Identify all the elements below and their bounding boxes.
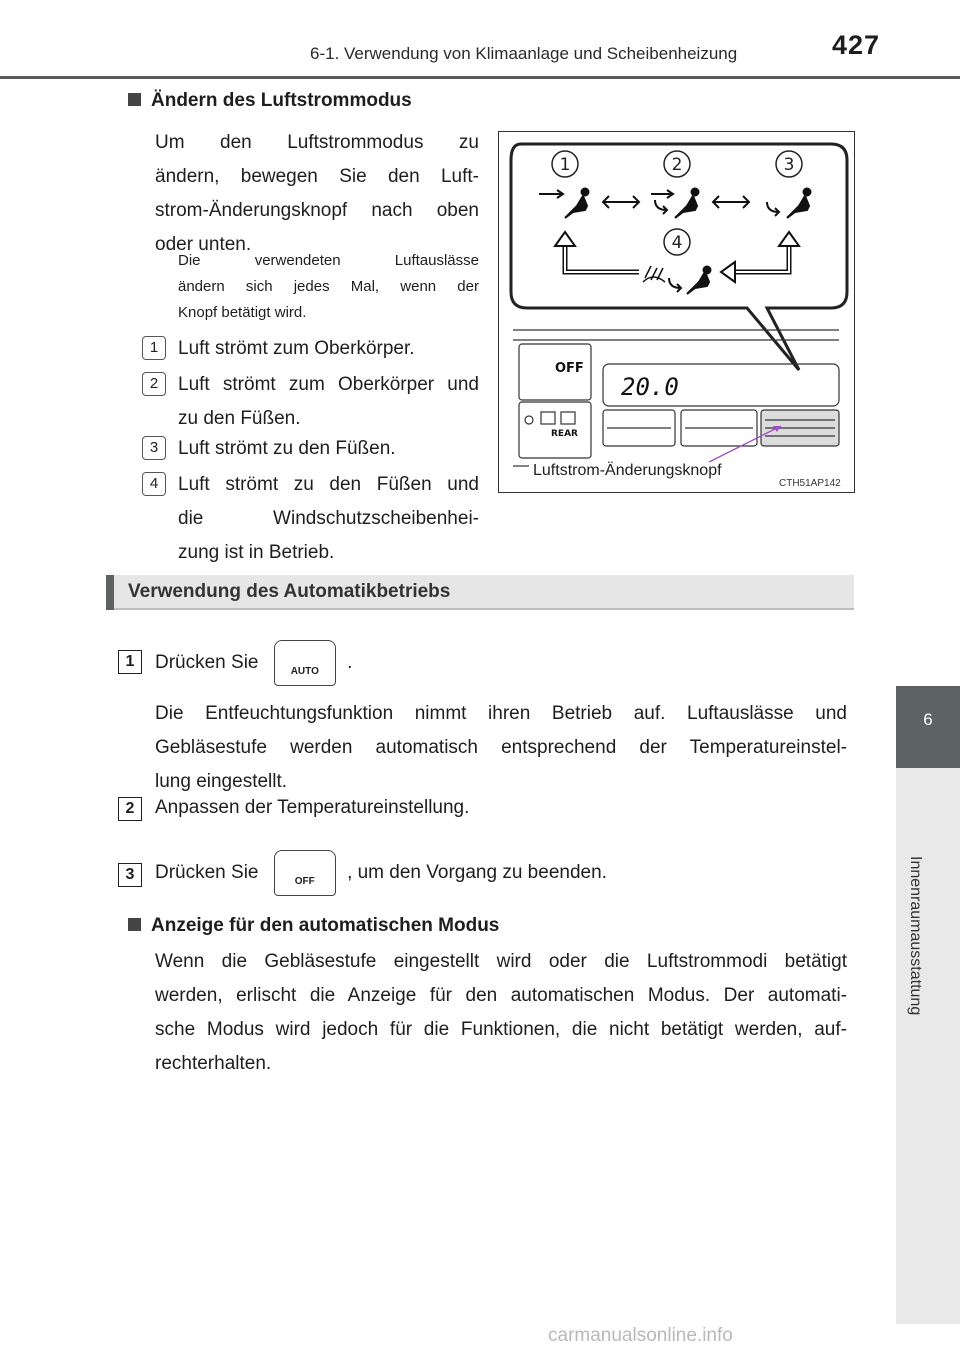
callout-1-label: 1: [559, 155, 571, 175]
step-1-description: [155, 697, 847, 799]
chapter-number: 6: [923, 710, 933, 729]
auto-button-label: AUTO: [290, 666, 319, 677]
step-1: [155, 640, 352, 686]
mode-4: [142, 472, 166, 496]
auto-section-header: [106, 575, 854, 610]
mode-3: [142, 436, 166, 460]
mode-2: [142, 372, 166, 396]
off-label: OFF: [555, 361, 584, 376]
mode-line: Luft strömt zum Oberkörper und: [178, 374, 479, 395]
airflow-diagram: [498, 131, 855, 493]
header-rule: [0, 76, 960, 79]
intro-line: Um den Luftstrommodus zu: [155, 132, 479, 153]
chapter-tab-strip: [896, 768, 960, 1324]
step-2-text: Anpassen der Temperatureinstellung.: [155, 797, 470, 818]
mode-line: Luft strömt zu den Füßen.: [178, 438, 396, 459]
step-3-after: , um den Vorgang zu beenden.: [347, 862, 607, 884]
mode-2-text: [178, 368, 479, 436]
knob-label: Luftstrom-Änderungsknopf: [533, 462, 722, 479]
section-accent: [106, 575, 114, 610]
desc-line: Die Entfeuchtungsfunktion nimmt ihren Betrieb auf. Luftauslässe und: [155, 703, 847, 724]
off-button-label: OFF: [294, 876, 315, 887]
mode-3-text: [178, 432, 479, 466]
step-3-badge: 3: [118, 863, 142, 887]
step-1-before: Drücken Sie: [155, 652, 259, 674]
step-1-after: .: [347, 652, 353, 674]
mode-line: Luft strömt zu den Füßen und: [178, 474, 479, 495]
mode-4-text: [178, 468, 479, 570]
step-3-before: Drücken Sie: [155, 862, 259, 884]
auto-indicator-heading: [128, 915, 499, 937]
page-number: 427: [832, 30, 881, 60]
chapter-label: Innenraumausstattung: [907, 856, 924, 1016]
auto-indicator-heading-text: Anzeige für den automatischen Modus: [151, 915, 500, 936]
mode-line: zu den Füßen.: [178, 408, 301, 429]
step-2-badge: 2: [118, 797, 142, 821]
intro-line: strom-Änderungsknopf nach oben: [155, 200, 479, 221]
running-header: 6-1. Verwendung von Klimaanlage und Scheibenheizung: [310, 44, 738, 63]
watermark: carmanualsonline.info: [548, 1325, 733, 1346]
mode-number: 2: [142, 372, 166, 396]
square-bullet-icon: [128, 918, 141, 931]
mode-line: zung ist in Betrieb.: [178, 542, 335, 563]
mode-number: 3: [142, 436, 166, 460]
mode-1-text: [178, 332, 479, 366]
temp-display: 20.0: [621, 373, 679, 401]
mode-number: 1: [142, 336, 166, 360]
airflow-heading-text: Ändern des Luftstrommodus: [151, 90, 412, 111]
note-line: Knopf betätigt wird.: [178, 304, 307, 321]
step-1-badge: 1: [118, 650, 142, 674]
intro-line: oder unten.: [155, 234, 252, 255]
desc-line: lung eingestellt.: [155, 771, 288, 792]
indicator-line: Wenn die Gebläsestufe eingestellt wird oder die Luftstrommodi betätigt: [155, 951, 847, 972]
step-3: [155, 850, 607, 896]
indicator-line: sche Modus wird jedoch für die Funktionen, die nicht betätigt werden, auf-: [155, 1019, 847, 1040]
note-line: ändern sich jedes Mal, wenn der: [178, 278, 479, 295]
callout-3-label: 3: [783, 155, 795, 175]
mode-line: Luft strömt zum Oberkörper.: [178, 338, 415, 359]
mode-line: die Windschutzscheibenhei-: [178, 508, 479, 529]
intro-line: ändern, bewegen Sie den Luft-: [155, 166, 479, 187]
callout-4-label: 4: [671, 233, 683, 253]
off-button[interactable]: [274, 850, 336, 896]
airflow-intro: [155, 126, 479, 262]
note-line: Die verwendeten Luftauslässe: [178, 252, 479, 269]
indicator-line: rechterhalten.: [155, 1053, 272, 1074]
auto-section-title: Verwendung des Automatikbetriebs: [128, 581, 451, 602]
auto-indicator-body: [155, 945, 847, 1081]
airflow-diagram-svg: [499, 132, 854, 492]
mode-number: 4: [142, 472, 166, 496]
callout-2-label: 2: [671, 155, 683, 175]
square-bullet-icon: [128, 93, 141, 106]
figure-code: CTH51AP142: [779, 478, 841, 489]
airflow-heading: [128, 90, 412, 112]
desc-line: Gebläsestufe werden automatisch entsprechend der Temperatureinstel-: [155, 737, 847, 758]
auto-button[interactable]: [274, 640, 336, 686]
mode-1: [142, 336, 166, 360]
airflow-note: [178, 248, 479, 326]
rear-label: REAR: [551, 429, 578, 439]
indicator-line: werden, erlischt die Anzeige für den automatischen Modus. Der automati-: [155, 985, 847, 1006]
